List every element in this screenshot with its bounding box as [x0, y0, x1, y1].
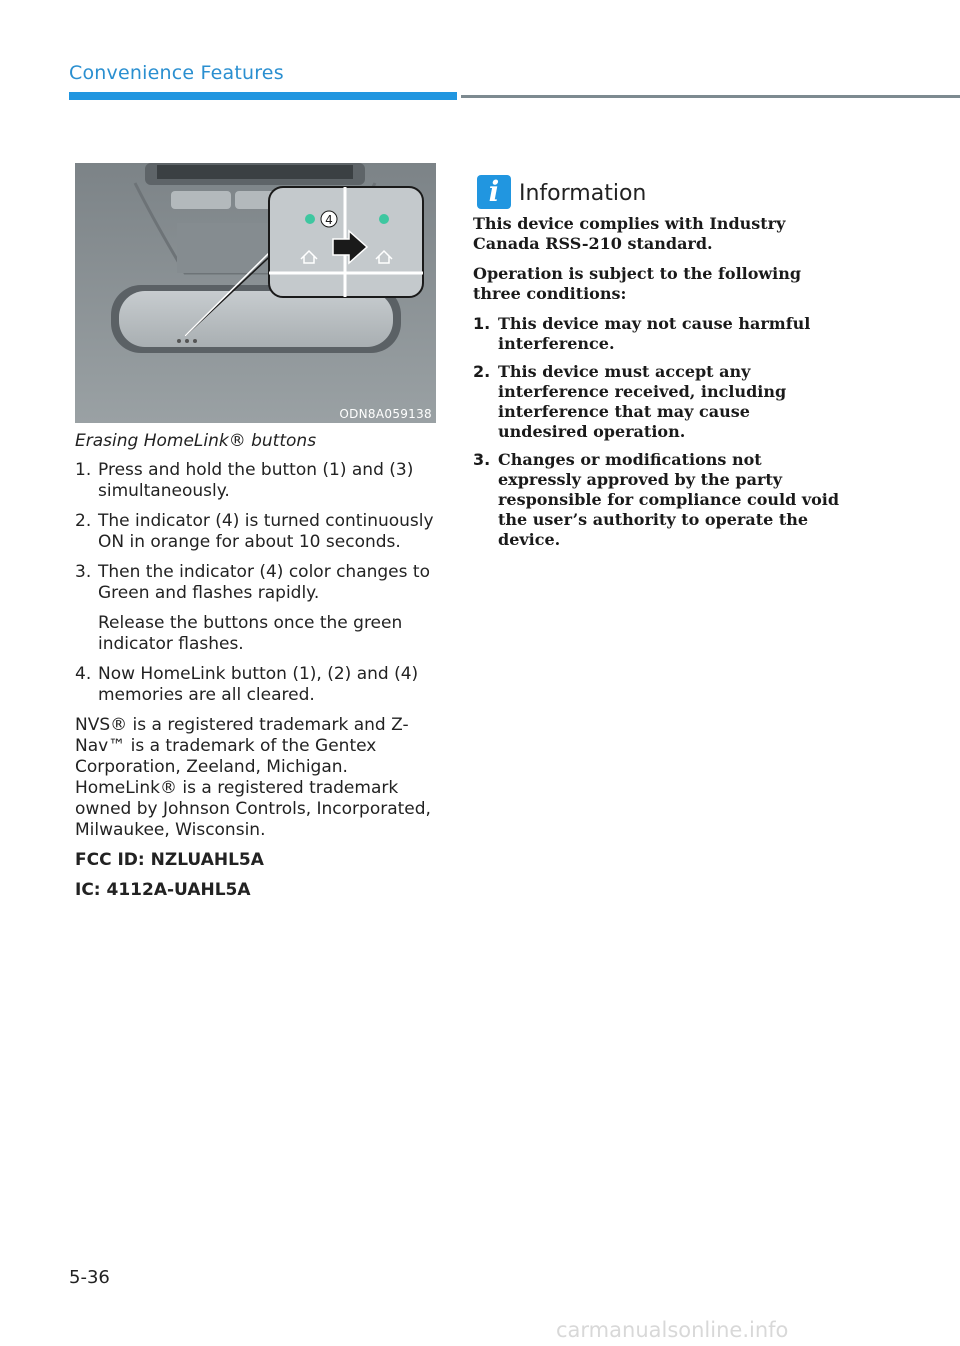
callout-number: 4 — [325, 213, 333, 227]
fcc-id: FCC ID: NZLUAHL5A — [75, 850, 264, 870]
mirror-drawing — [75, 163, 436, 423]
conditions-intro: Operation is subject to the following three conditions: — [473, 264, 802, 303]
left-column — [75, 431, 440, 910]
list-item: 2. This device must accept any interference received, including interference that may cause undesired operation. — [473, 362, 787, 441]
list-item: 2. The indicator (4) is turned continuously ON in orange for about 10 seconds. — [75, 511, 434, 552]
list-item: 3. Changes or modifications not expressly approved by the party responsible for compliance could void the user’s authority to operate the device. — [473, 450, 840, 549]
list-item: 1. Press and hold the button (1) and (3) simultaneously. — [75, 460, 414, 501]
list-item: 1. This device may not cause harmful interference. — [473, 314, 811, 353]
information-heading — [477, 172, 646, 212]
conditions-list — [473, 314, 843, 550]
header-rule-accent — [69, 92, 457, 100]
section-title: Convenience Features — [69, 62, 284, 84]
figure-caption: Erasing HomeLink® buttons — [75, 431, 317, 451]
list-item: 4. Now HomeLink button (1), (2) and (4) memories are all cleared. — [75, 664, 419, 705]
trademark-note: NVS® is a registered trademark and Z-Nav™ is a trademark of the Gentex Corporation, Zeeland, Michigan. HomeLink® is a registered trademark owned by Johnson Controls, Incorporated, Milwaukee, Wisconsin. — [75, 715, 431, 840]
info-icon: i — [477, 175, 511, 209]
list-item: 3. Then the indicator (4) color changes to Green and flashes rapidly. Release the buttons once the green indicator flashes. — [75, 562, 430, 654]
page-number: 5-36 — [69, 1267, 110, 1288]
header-rule — [461, 95, 960, 98]
erase-steps — [75, 460, 440, 706]
information-title: Information — [519, 180, 647, 206]
figure-code: ODN8A059138 — [339, 407, 432, 421]
compliance-statement: This device complies with Industry Canada RSS-210 standard. — [473, 214, 786, 253]
ic-number: IC: 4112A-UAHL5A — [75, 880, 251, 900]
information-box — [473, 214, 843, 558]
mirror-illustration — [75, 163, 436, 423]
watermark: carmanualsonline.info — [556, 1318, 789, 1342]
